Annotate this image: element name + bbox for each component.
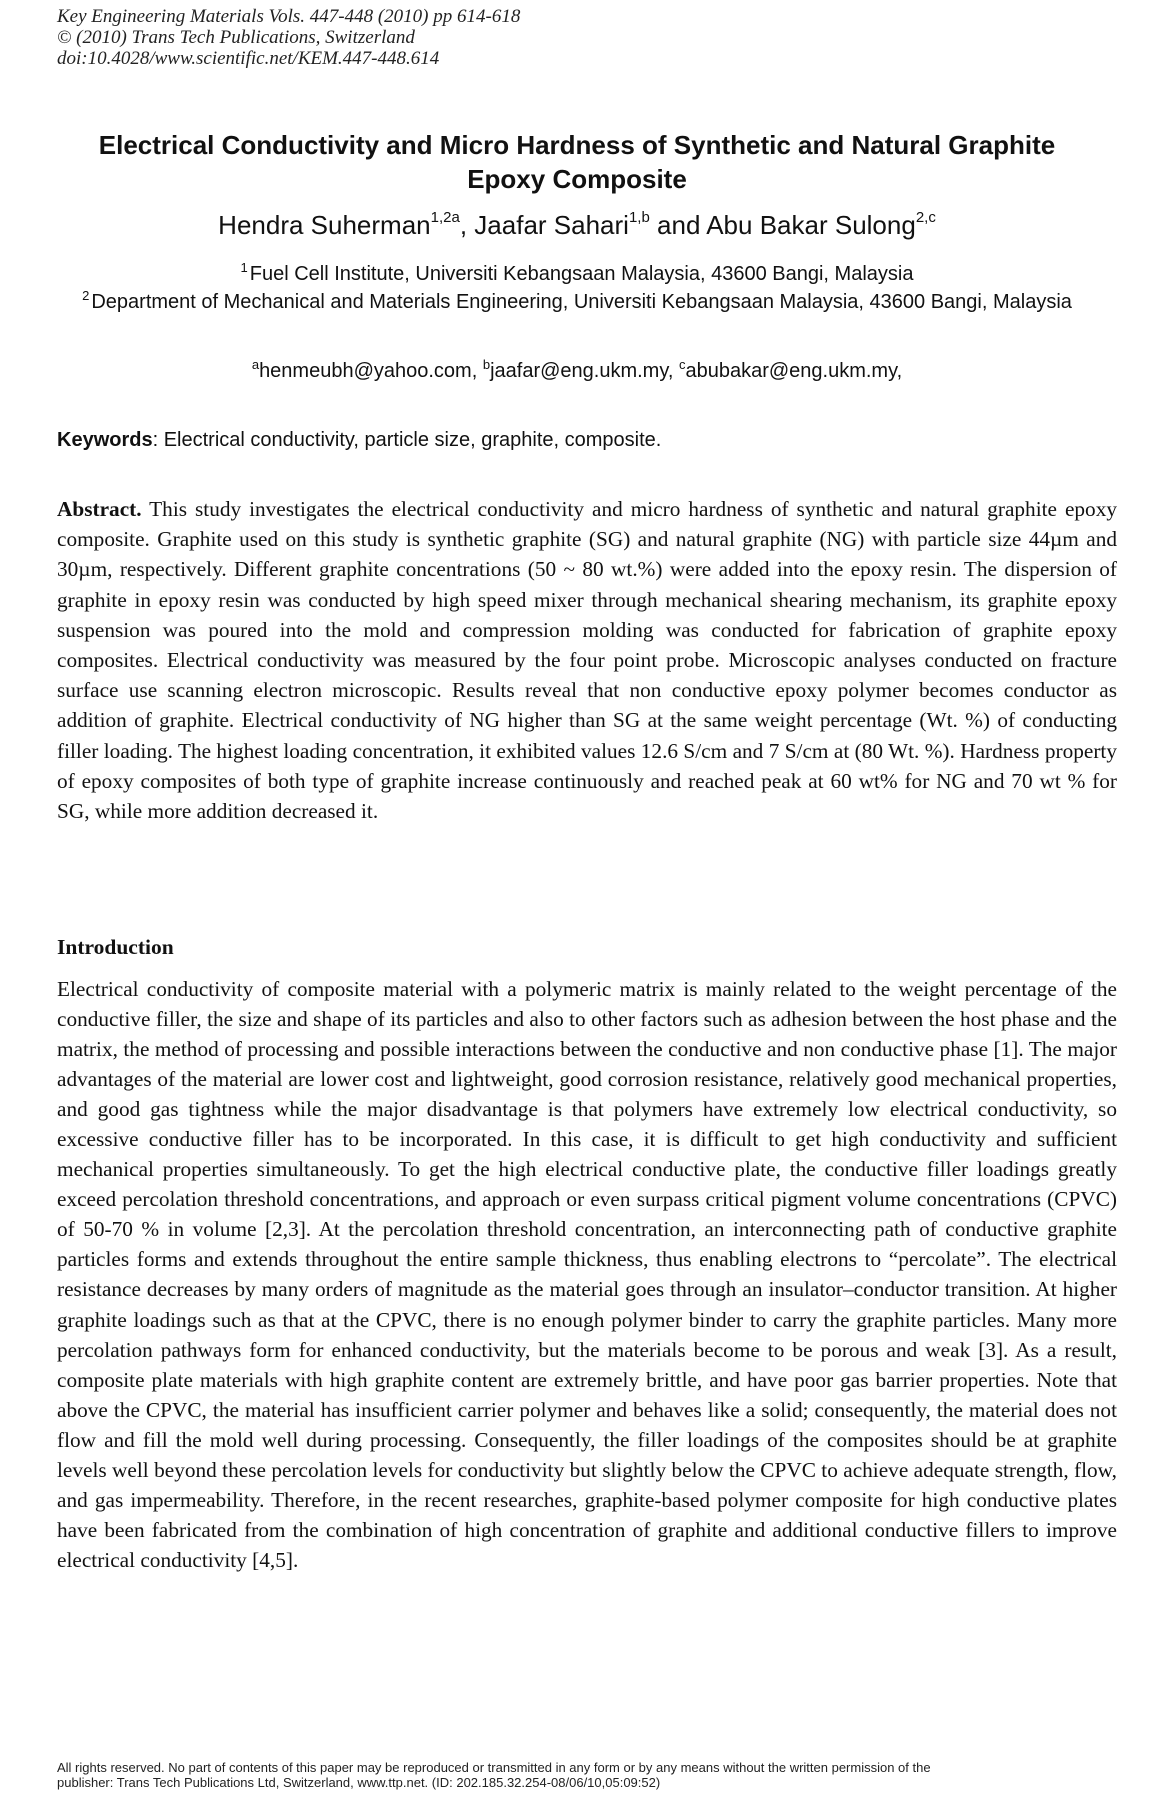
doi-line[interactable]: doi:10.4028/www.scientific.net/KEM.447-448.614 xyxy=(57,48,440,69)
keywords-line xyxy=(57,426,1117,454)
keywords-label: Keywords xyxy=(57,429,153,451)
email-marker: b xyxy=(482,357,491,372)
affiliation-item xyxy=(80,288,1074,316)
abstract-text: This study investigates the electrical conductivity and micro hardness of synthetic and natural graphite epoxy composite. Graphite used on this study is synthetic graphite (SG) and natural graphite (NG) with particle size 44µm and 30µm, respectively. Different graphite concentrations (50 ~ 80 wt.%) were added into the epoxy resin. The dispersion of graphite in epoxy resin was conducted by high speed mixer through mechanical shearing mechanism, its graphite epoxy suspension was poured into the mold and compression molding was conducted for fabrication of graphite epoxy composites. Electrical conductivity was measured by the four point probe. Microscopic analyses conducted on fracture surface use scanning electron microscopic. Results reveal that non conductive epoxy polymer becomes conductor as addition of graphite. Electrical conductivity of NG higher than SG at the same weight percentage (Wt. %) of conducting filler loading. The highest loading concentration, it exhibited values 12.6 S/cm and 7 S/cm at (80 Wt. %). Hardness property of epoxy composites of both type of graphite increase continuously and reached peak at 60 wt% for NG and 70 wt % for SG, while more addition decreased it. xyxy=(57,497,1117,824)
author-name: Jaafar Sahari xyxy=(474,210,629,240)
paper-title: Electrical Conductivity and Micro Hardness of Synthetic and Natural Graphite Epoxy Composite xyxy=(98,130,1056,194)
keywords-text: : Electrical conductivity, particle size, graphite, composite. xyxy=(152,429,662,451)
copyright-footer xyxy=(57,1760,1107,1790)
affiliation-text: Fuel Cell Institute, Universiti Kebangsaan Malaysia, 43600 Bangi, Malaysia xyxy=(249,263,914,285)
email-address[interactable]: jaafar@eng.ukm.my, xyxy=(490,360,679,382)
email-list xyxy=(80,357,1074,385)
journal-citation: Key Engineering Materials Vols. 447-448 (2010) pp 614-618 xyxy=(57,6,521,27)
affiliation-list xyxy=(80,260,1074,316)
introduction-paragraph: Electrical conductivity of composite material with a polymeric matrix is mainly related to the weight percentage of the conductive filler, the size and shape of its particles and also to other factors such as adhesion between the host phase and the matrix, the method of processing and possible interactions between the conductive and non conductive phase [1]. The major advantages of the material are lower cost and lightweight, good corrosion resistance, relatively good mechanical properties, and good gas tightness while the major disadvantage is that polymers have extremely low electrical conductivity, so excessive conductive filler has to be incorporated. In this case, it is difficult to get high conductivity and sufficient mechanical properties simultaneously. To get the high electrical conductive plate, the conductive filler loadings greatly exceed percolation threshold concentrations, and approach or even surpass critical pigment volume concentrations (CPVC) of 50-70 % in volume [2,3]. At the percolation threshold concentration, an interconnecting path of conductive graphite particles forms and extends throughout the entire sample thickness, thus enabling electrons to “percolate”. The electrical resistance decreases by many orders of magnitude as the material goes through an insulator–conductor transition. At higher graphite loadings such as that at the CPVC, there is no enough polymer binder to carry the graphite particles. Many more percolation pathways form for enhanced conductivity, but the materials become to be porous and weak [3]. As a result, composite plate materials with high graphite content are extremely brittle, and have poor gas barrier properties. Note that above the CPVC, the material has insufficient carrier polymer and behaves like a solid; consequently, the material does not flow and fill the mold well during processing. Consequently, the filler loadings of the composites should be at graphite levels well beyond these percolation levels for conductivity but slightly below the CPVC to achieve adequate strength, flow, and gas impermeability. Therefore, in the recent researches, graphite-based polymer composite for high conductive plates have been fabricated from the combination of high concentration of graphite and additional conductive fillers to improve electrical conductivity [4,5]. xyxy=(57,977,1117,1572)
author-affiliation-marker: 1,b xyxy=(628,209,650,226)
affiliation-number: 1 xyxy=(240,260,248,275)
author-list xyxy=(60,208,1094,242)
author-affiliation-marker: 2,c xyxy=(915,209,936,226)
email-marker: a xyxy=(251,357,260,372)
email-address[interactable]: henmeubh@yahoo.com, xyxy=(259,360,483,382)
author-affiliation-marker: 1,2a xyxy=(430,209,460,226)
author-name: Abu Bakar Sulong xyxy=(706,210,916,240)
introduction-heading: Introduction xyxy=(57,935,174,959)
affiliation-number: 2 xyxy=(82,288,90,303)
author-name: Hendra Suherman xyxy=(218,210,431,240)
abstract-label: Abstract. xyxy=(57,497,142,521)
email-marker: c xyxy=(678,357,686,372)
author-separator: and xyxy=(649,210,707,240)
copyright-line: © (2010) Trans Tech Publications, Switzerland xyxy=(57,27,415,48)
email-address[interactable]: abubakar@eng.ukm.my, xyxy=(685,360,903,382)
footer-line: publisher: Trans Tech Publications Ltd, Switzerland, www.ttp.net. (ID: 202.185.32.254-08/06/10,05:09:52) xyxy=(57,1775,661,1790)
abstract-paragraph xyxy=(57,494,1117,826)
footer-line: All rights reserved. No part of contents of this paper may be reproduced or transmitted in any form or by any means without the written permission of the xyxy=(57,1760,931,1775)
affiliation-item xyxy=(80,260,1074,288)
journal-header xyxy=(57,6,520,69)
author-separator: , xyxy=(459,210,475,240)
affiliation-text: Department of Mechanical and Materials Engineering, Universiti Kebangsaan Malaysia, 43600 Bangi, Malaysia xyxy=(91,291,1072,313)
